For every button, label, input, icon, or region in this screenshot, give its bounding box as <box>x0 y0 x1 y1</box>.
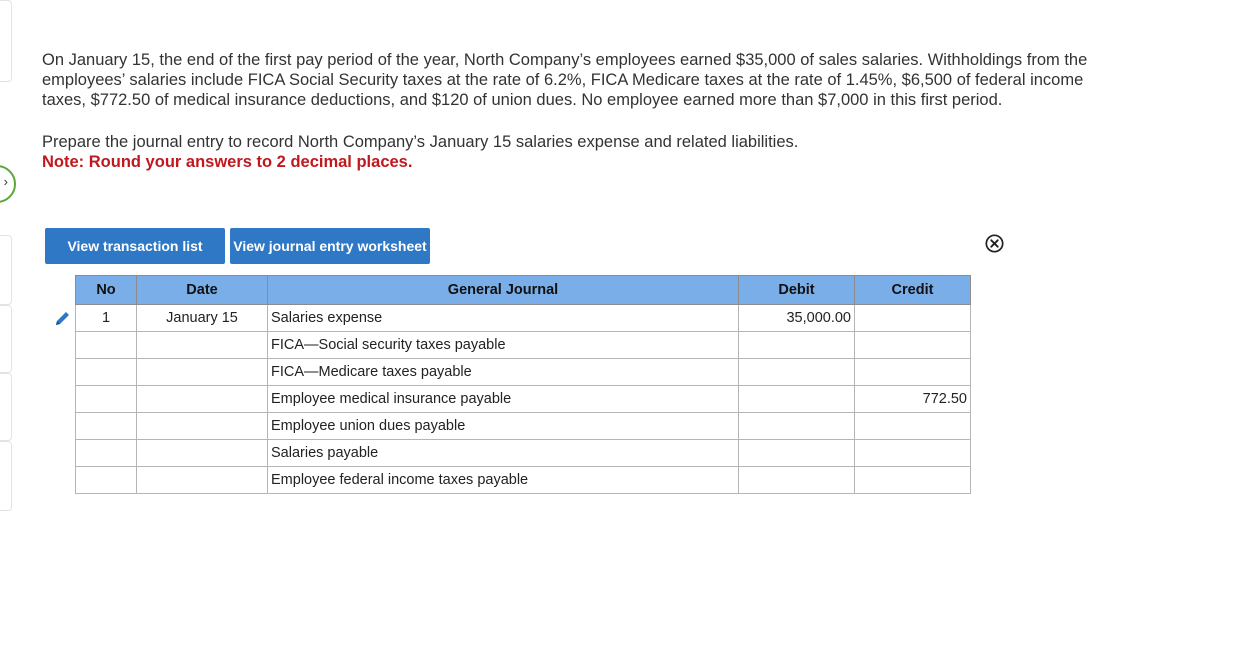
table-row <box>76 386 971 413</box>
sidebar-card <box>0 373 12 441</box>
credit-cell[interactable] <box>855 440 971 467</box>
entry-number <box>76 467 137 494</box>
sidebar-card <box>0 235 12 305</box>
entry-date <box>137 332 268 359</box>
entry-number <box>76 386 137 413</box>
credit-cell[interactable] <box>855 332 971 359</box>
entry-date <box>137 413 268 440</box>
credit-cell[interactable] <box>855 359 971 386</box>
account-cell[interactable]: Employee federal income taxes payable <box>268 467 739 494</box>
header-general-journal: General Journal <box>268 276 739 305</box>
sidebar-card <box>0 441 12 511</box>
table-row <box>76 332 971 359</box>
account-cell[interactable]: FICA—Social security taxes payable <box>268 332 739 359</box>
sidebar-card <box>0 305 12 373</box>
question-paragraph: On January 15, the end of the first pay period of the year, North Company’s employees earned $35,000 of sales salaries. Withholdings from the employees’ salaries include FICA Social Security taxes at the rate of 6.2%, FICA Medicare taxes at the rate of 1.45%, $6,500 of federal income taxes, $772.50 of medical insurance deductions, and $120 of union dues. No employee earned more than $7,000 in this first period. <box>42 51 1088 109</box>
view-transaction-list-button[interactable]: View transaction list <box>45 228 225 264</box>
header-date: Date <box>137 276 268 305</box>
credit-cell[interactable] <box>855 413 971 440</box>
entry-number <box>76 440 137 467</box>
debit-cell[interactable] <box>739 332 855 359</box>
table-row <box>76 413 971 440</box>
account-cell[interactable]: Salaries expense <box>268 305 739 332</box>
pencil-icon[interactable] <box>52 310 72 328</box>
entry-number <box>76 359 137 386</box>
entry-date <box>137 440 268 467</box>
entry-date[interactable]: January 15 <box>137 305 268 332</box>
entry-date <box>137 386 268 413</box>
header-no: No <box>76 276 137 305</box>
debit-cell[interactable] <box>739 386 855 413</box>
credit-cell[interactable] <box>855 305 971 332</box>
table-row <box>76 359 971 386</box>
debit-cell[interactable] <box>739 440 855 467</box>
header-credit: Credit <box>855 276 971 305</box>
debit-cell[interactable]: 35,000.00 <box>739 305 855 332</box>
general-journal-table <box>75 275 971 494</box>
question-text <box>42 50 1112 172</box>
table-row <box>76 440 971 467</box>
sidebar-card <box>0 0 12 82</box>
account-cell[interactable]: Employee union dues payable <box>268 413 739 440</box>
credit-cell[interactable] <box>855 467 971 494</box>
entry-number: 1 <box>76 305 137 332</box>
entry-date <box>137 467 268 494</box>
view-journal-entry-worksheet-button[interactable]: View journal entry worksheet <box>230 228 430 264</box>
debit-cell[interactable] <box>739 467 855 494</box>
table-header-row <box>76 276 971 305</box>
table-row <box>76 305 971 332</box>
debit-cell[interactable] <box>739 359 855 386</box>
account-cell[interactable]: Salaries payable <box>268 440 739 467</box>
debit-cell[interactable] <box>739 413 855 440</box>
account-cell[interactable]: FICA—Medicare taxes payable <box>268 359 739 386</box>
entry-number <box>76 332 137 359</box>
header-debit: Debit <box>739 276 855 305</box>
credit-cell[interactable]: 772.50 <box>855 386 971 413</box>
account-cell[interactable]: Employee medical insurance payable <box>268 386 739 413</box>
entry-number <box>76 413 137 440</box>
table-row <box>76 467 971 494</box>
rounding-note: Note: Round your answers to 2 decimal places. <box>42 153 413 171</box>
entry-date <box>137 359 268 386</box>
progress-circle[interactable]: › <box>0 165 16 203</box>
close-circle-icon[interactable] <box>985 234 1004 253</box>
question-instruction: Prepare the journal entry to record North Company’s January 15 salaries expense and related liabilities. <box>42 133 799 151</box>
